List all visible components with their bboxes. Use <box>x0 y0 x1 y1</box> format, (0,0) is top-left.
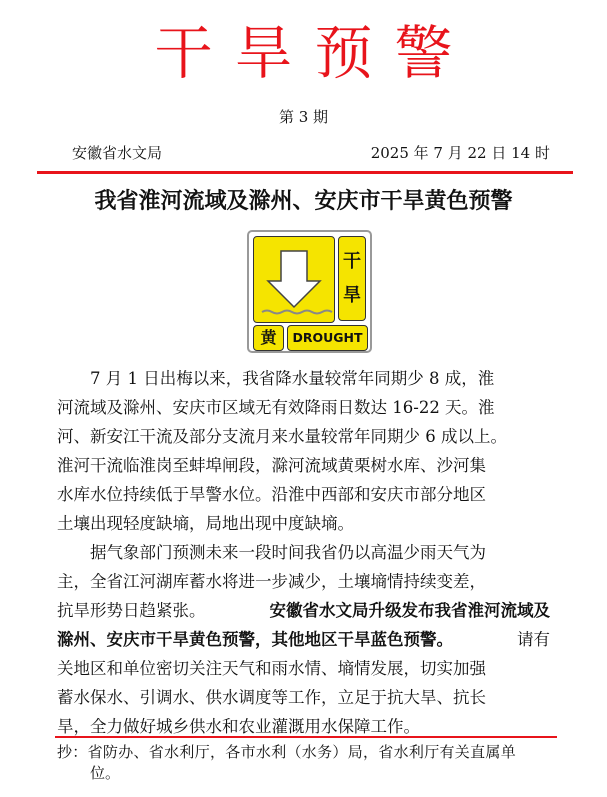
arrow-panel <box>253 236 335 323</box>
type-panel <box>338 236 366 321</box>
distribution-list-cont: 位。 <box>90 764 121 782</box>
body-line: 据气象部门预测未来一段时间我省仍以高温少雨天气为 <box>57 543 486 562</box>
type-char-top: 干 <box>343 251 361 272</box>
footer-divider <box>55 736 557 738</box>
body-line: 土壤出现轻度缺墒，局地出现中度缺墒。 <box>57 514 354 533</box>
down-arrow-water-icon <box>254 237 334 322</box>
issue-date: 2025 年 7 月 22 日 14 时 <box>370 144 550 162</box>
body-line: 蓄水保水、引调水、供水调度等工作，立足于抗大旱、抗长 <box>57 688 486 707</box>
level-label: 黄 <box>253 325 284 351</box>
emphasis-text: 滁州、安庆市干旱黄色预警，其他地区干旱蓝色预警。 <box>57 630 453 649</box>
body-line: 河、新安江干流及部分支流月来水量较常年同期少 6 成以上。 <box>57 427 507 446</box>
body-line: 河流域及滁州、安庆市区域无有效降雨日数达 16-22 天。淮 <box>57 398 495 417</box>
english-label: DROUGHT <box>287 325 368 351</box>
body-line: 旱，全力做好城乡供水和农业灌溉用水保障工作。 <box>57 717 420 736</box>
headline: 我省淮河流域及滁州、安庆市干旱黄色预警 <box>94 189 513 214</box>
document-title: 干旱预警 <box>154 19 475 87</box>
drought-yellow-warning-icon <box>247 230 372 353</box>
body-line: 主，全省江河湖库蓄水将进一步减少，土壤墒情持续变差， <box>57 572 486 591</box>
body-line: 滁州、安庆市干旱黄色预警，其他地区干旱蓝色预警。 请有 <box>57 625 550 654</box>
type-char-bottom: 旱 <box>343 285 361 306</box>
issuing-org: 安徽省水文局 <box>72 144 163 162</box>
body-line: 水库水位持续低于旱警水位。沿淮中西部和安庆市部分地区 <box>57 485 486 504</box>
body-line: 淮河干流临淮岗至蚌埠闸段，滁河流域黄栗树水库、沙河集 <box>57 456 486 475</box>
header-divider <box>37 171 573 174</box>
body-line: 抗旱形势日趋紧张。 安徽省水文局升级发布我省淮河流域及 <box>57 596 550 625</box>
emphasis-text: 安徽省水文局升级发布我省淮河流域及 <box>269 601 550 620</box>
distribution-list: 抄：省防办、省水利厅，各市水利（水务）局，省水利厅有关直属单 <box>57 743 517 761</box>
issue-number: 第 3 期 <box>278 108 329 126</box>
body-line: 关地区和单位密切关注天气和雨水情、墒情发展，切实加强 <box>57 659 486 678</box>
body-line: 7 月 1 日出梅以来，我省降水量较常年同期少 8 成，淮 <box>57 369 495 388</box>
